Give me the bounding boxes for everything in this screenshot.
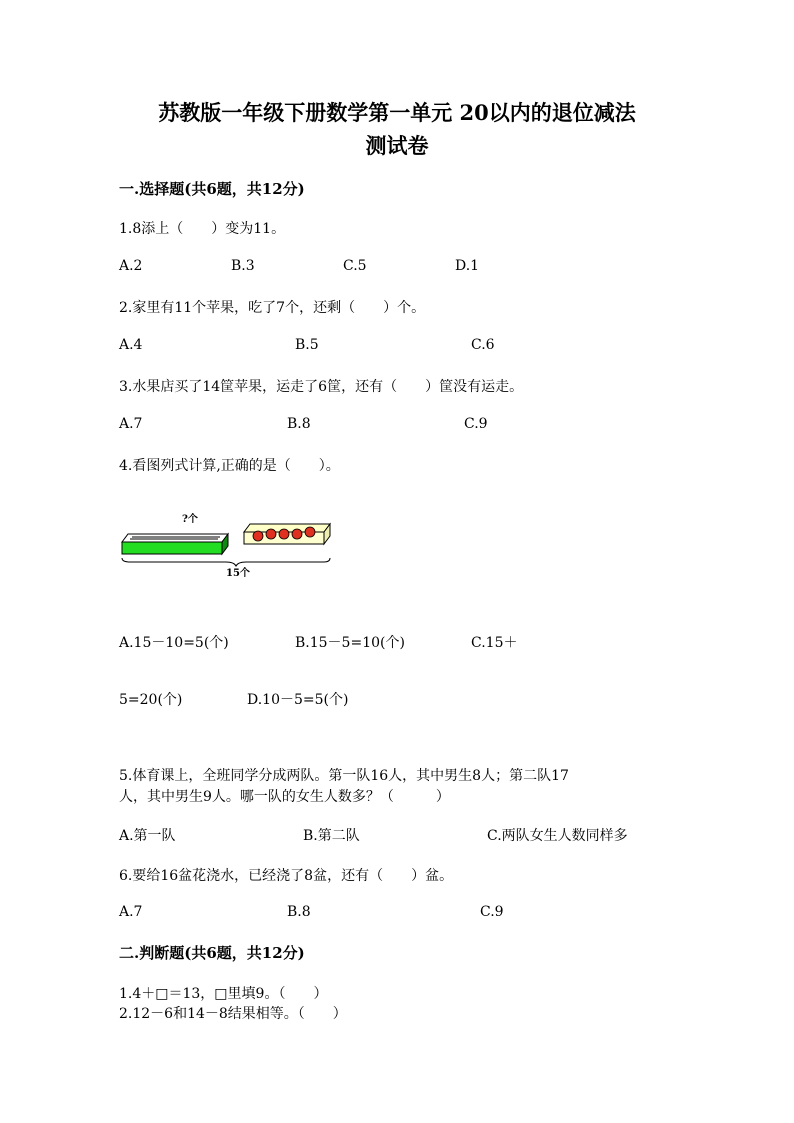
- option-b: B.5: [295, 337, 319, 353]
- option-a: A.7: [119, 416, 143, 432]
- option-c: C.5: [343, 258, 367, 274]
- figure-top-label: ?个: [182, 514, 198, 525]
- option-c: C.9: [464, 416, 488, 432]
- option-d: D.10－5=5(个): [247, 692, 349, 708]
- option-c-continued: 5=20(个): [119, 692, 183, 708]
- question-5-line2: 人，其中男生9人。哪一队的女生人数多？（ ）: [119, 789, 450, 805]
- question-2: 2.家里有11个苹果，吃了7个，还剩（ ）个。: [119, 300, 426, 316]
- option-a: A.4: [119, 337, 143, 353]
- option-a: A.第一队: [119, 828, 176, 844]
- document-title-line2: 测试卷: [365, 133, 429, 158]
- option-b: B.15－5=10(个): [295, 635, 405, 651]
- option-c: C.9: [480, 904, 504, 920]
- option-b: B.8: [287, 904, 311, 920]
- option-c: C.两队女生人数同样多: [487, 828, 628, 844]
- option-d: D.1: [455, 258, 480, 274]
- option-b: B.第二队: [303, 828, 360, 844]
- option-a: A.15－10=5(个): [119, 635, 229, 651]
- question-3: 3.水果店买了14筐苹果，运走了6筐，还有（ ）筐没有运走。: [119, 379, 524, 395]
- option-c: C.15＋: [471, 635, 518, 651]
- section-heading-choice: 一.选择题(共6题，共12分): [119, 180, 305, 198]
- figure-pencil-box-and-tray: [118, 508, 338, 580]
- judgement-question-1: 1.4＋□＝13，□里填9。（ ）: [119, 986, 328, 1002]
- judgement-question-2: 2.12－6和14－8结果相等。（ ）: [119, 1006, 347, 1022]
- option-a: A.2: [119, 258, 143, 274]
- option-b: B.8: [287, 416, 311, 432]
- question-6: 6.要给16盆花浇水，已经浇了8盆，还有（ ）盆。: [119, 868, 454, 884]
- question-1: 1.8添上（ ）变为11。: [119, 221, 286, 237]
- section-heading-judgement: 二.判断题(共6题，共12分): [119, 944, 305, 962]
- option-b: B.3: [231, 258, 255, 274]
- document-title: 苏教版一年级下册数学第一单元 20以内的退位减法: [158, 100, 636, 125]
- option-a: A.7: [119, 904, 143, 920]
- option-c: C.6: [471, 337, 495, 353]
- question-5: 5.体育课上，全班同学分成两队。第一队16人，其中男生8人；第二队17: [119, 768, 569, 784]
- question-4: 4.看图列式计算,正确的是（ ）。: [119, 458, 340, 474]
- figure-bottom-label: 15个: [226, 568, 250, 579]
